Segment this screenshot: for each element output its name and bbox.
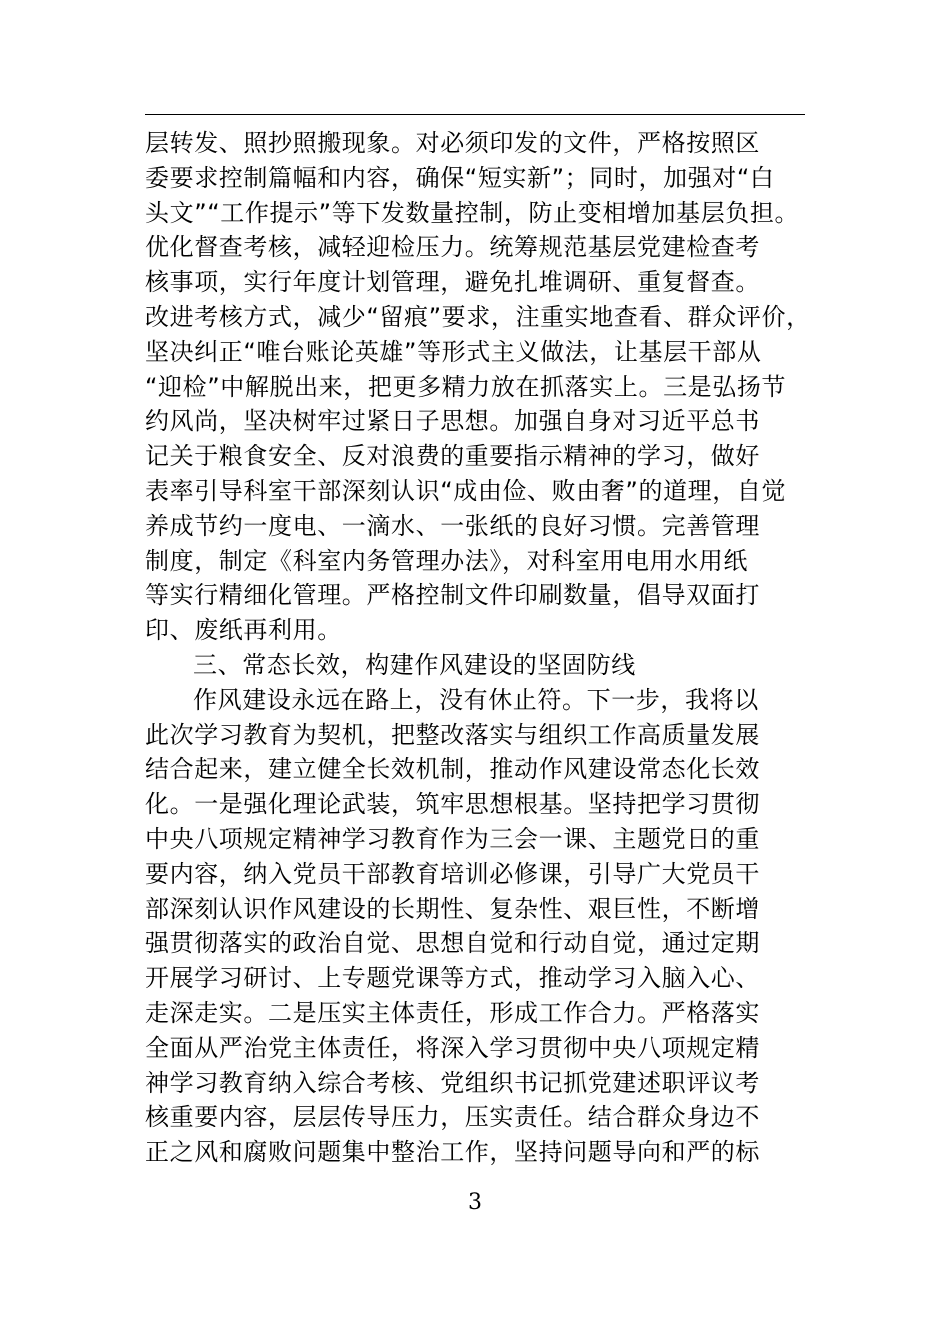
text-line: 头文”“工作提示”等下发数量控制，防止变相增加基层负担。 [145,198,800,227]
text-line: 开展学习研讨、上专题党课等方式，推动学习入脑入心、 [145,964,760,993]
text-line: 核事项，实行年度计划管理，避免扎堆调研、重复督查。 [145,268,760,297]
text-line: 强贯彻落实的政治自觉、思想自觉和行动自觉，通过定期 [145,929,760,958]
text-line: 中央八项规定精神学习教育作为三会一课、主题党日的重 [145,824,760,853]
text-line: 正之风和腐败问题集中整治工作，坚持问题导向和严的标 [145,1138,760,1167]
document-body [145,126,810,1170]
text-line: 走深走实。二是压实主体责任，形成工作合力。严格落实 [145,998,760,1027]
text-line: 改进考核方式，减少“留痕”要求，注重实地查看、群众评价， [145,302,811,331]
text-line: 表率引导科室干部深刻认识“成由俭、败由奢”的道理，自觉 [145,476,787,505]
text-line: 部深刻认识作风建设的长期性、复杂性、艰巨性，不断增 [145,894,760,923]
text-line: 全面从严治党主体责任，将深入学习贯彻中央八项规定精 [145,1033,760,1062]
text-line: 化。一是强化理论武装，筑牢思想根基。坚持把学习贯彻 [145,790,760,819]
text-line: 记关于粮食安全、反对浪费的重要指示精神的学习，做好 [145,442,760,471]
text-line: “迎检”中解脱出来，把更多精力放在抓落实上。三是弘扬节 [145,372,787,401]
text-line: 要内容，纳入党员干部教育培训必修课，引导广大党员干 [145,859,760,888]
text-line: 神学习教育纳入综合考核、党组织书记抓党建述职评议考 [145,1068,760,1097]
text-line: 坚决纠正“唯台账论英雄”等形式主义做法，让基层干部从 [145,337,762,366]
text-line: 结合起来，建立健全长效机制，推动作风建设常态化长效 [145,755,760,784]
header-rule [145,114,805,115]
text-line: 制度，制定《科室内务管理办法》，对科室用电用水用纸 [145,546,748,575]
text-line: 三、常态长效，构建作风建设的坚固防线 [193,650,636,679]
text-line: 约风尚，坚决树牢过紧日子思想。加强自身对习近平总书 [145,407,760,436]
page-number: 3 [468,1190,482,1215]
text-line: 层转发、照抄照搬现象。对必须印发的文件，严格按照区 [145,129,760,157]
text-line: 作风建设永远在路上，没有休止符。下一步，我将以 [193,685,759,714]
text-line: 印、废纸再利用。 [145,616,342,645]
text-line: 优化督查考核，减轻迎检压力。统筹规范基层党建检查考 [145,233,760,262]
text-line: 等实行精细化管理。严格控制文件印刷数量，倡导双面打 [145,581,760,610]
text-line: 此次学习教育为契机，把整改落实与组织工作高质量发展 [145,720,760,749]
text-line: 养成节约一度电、一滴水、一张纸的良好习惯。完善管理 [145,511,760,540]
text-line: 核重要内容，层层传导压力，压实责任。结合群众身边不 [145,1103,760,1132]
text-line: 委要求控制篇幅和内容，确保“短实新”；同时，加强对“白 [145,163,775,192]
